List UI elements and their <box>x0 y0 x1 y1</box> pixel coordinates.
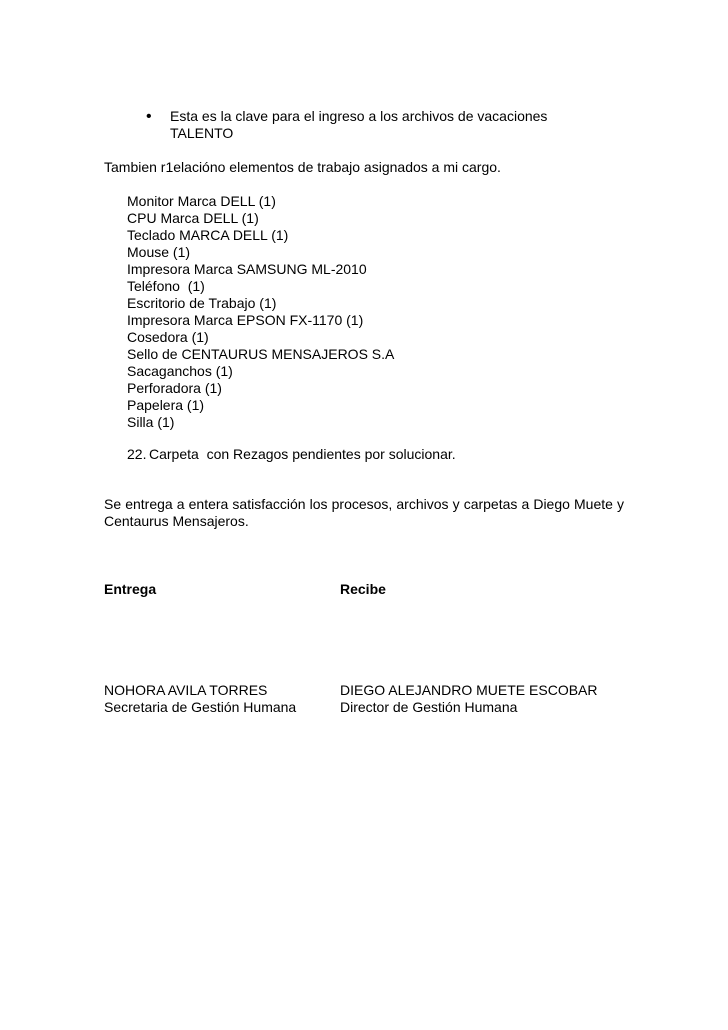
list-item: Teclado MARCA DELL (1) <box>127 227 289 243</box>
intro-paragraph: Tambien r1elacióno elementos de trabajo asignados a mi cargo. <box>104 159 501 175</box>
list-item: Sello de CENTAURUS MENSAJEROS S.A <box>127 346 395 362</box>
bullet-line-2: TALENTO <box>170 125 234 141</box>
list-item: Mouse (1) <box>127 244 191 260</box>
receiver-name: DIEGO ALEJANDRO MUETE ESCOBAR <box>340 682 598 698</box>
deliverer-name: NOHORA AVILA TORRES <box>104 682 268 698</box>
bullet-text <box>170 108 640 142</box>
receives-label: Recibe <box>340 581 386 597</box>
delivers-label: Entrega <box>104 581 157 597</box>
bullet-line-1: Esta es la clave para el ingreso a los archivos de vacaciones <box>170 108 548 124</box>
list-item: Impresora Marca SAMSUNG ML-2010 <box>127 261 367 277</box>
list-item: Monitor Marca DELL (1) <box>127 193 276 209</box>
numbered-item-text: Carpeta con Rezagos pendientes por solucionar. <box>149 446 456 462</box>
list-item: Teléfono (1) <box>127 278 205 294</box>
list-item: CPU Marca DELL (1) <box>127 210 259 226</box>
deliverer-title: Secretaria de Gestión Humana <box>104 699 297 715</box>
equipment-list <box>127 193 394 431</box>
closing-paragraph: Se entrega a entera satisfacción los procesos, archivos y carpetas a Diego Muete y Centaurus Mensajeros. <box>104 496 624 529</box>
receiver-title: Director de Gestión Humana <box>340 699 518 715</box>
list-item: Papelera (1) <box>127 397 205 413</box>
list-item: Silla (1) <box>127 414 175 430</box>
bullet-icon: • <box>146 108 152 125</box>
list-item: Sacaganchos (1) <box>127 363 233 379</box>
list-item: Perforadora (1) <box>127 380 222 396</box>
list-item: Cosedora (1) <box>127 329 209 345</box>
numbered-item <box>127 446 456 463</box>
item-number: 22. <box>127 446 147 462</box>
list-item: Impresora Marca EPSON FX-1170 (1) <box>127 312 364 328</box>
list-item: Escritorio de Trabajo (1) <box>127 295 277 311</box>
